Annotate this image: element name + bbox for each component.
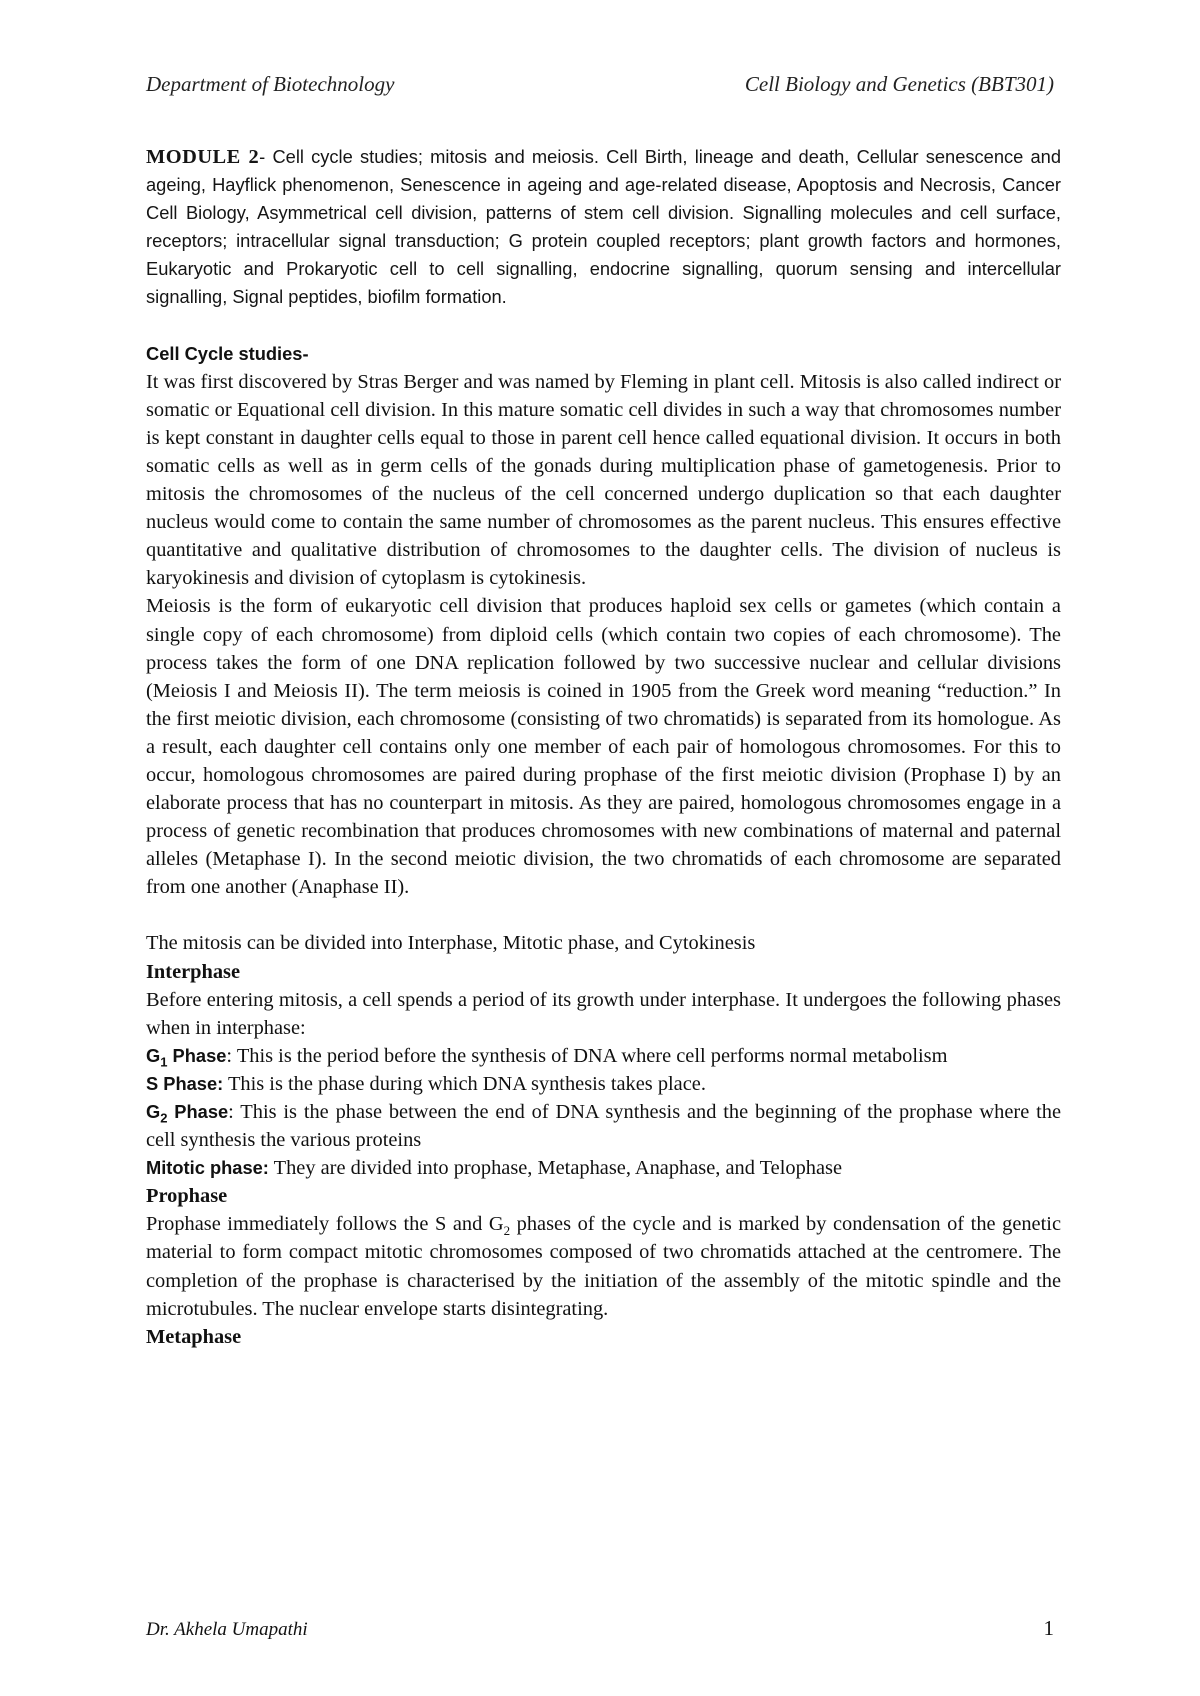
spacer <box>146 901 1061 929</box>
s-description: This is the phase during which DNA synthesis takes place. <box>223 1072 706 1095</box>
page-number: 1 <box>1043 1616 1054 1640</box>
g2-term <box>146 1101 229 1126</box>
header-course: Cell Biology and Genetics (BBT301) <box>744 72 1054 96</box>
mitosis-division-intro: The mitosis can be divided into Interphase, Mitotic phase, and Cytokinesis <box>146 932 756 955</box>
header-department: Department of Biotechnology <box>146 72 395 96</box>
g1-term-letter: G <box>146 1044 161 1066</box>
s-term: S Phase: <box>146 1072 224 1094</box>
prophase-paragraph <box>146 1210 1061 1322</box>
g1-term-subscript: 1 <box>160 1054 168 1070</box>
module-summary <box>146 143 1061 312</box>
g2-term-letter: G <box>146 1101 161 1122</box>
mitotic-term: Mitotic phase: <box>146 1157 269 1179</box>
module-topics: - Cell cycle studies; mitosis and meiosis. Cell Birth, lineage and death, Cellular senescence and ageing, Hayflick phenomenon, Senescence in ageing and age-related disease, Apoptosis and Necrosis, Cancer Cell Biology, Asymmetrical cell division, patterns of stem cell division. Signalling molecules and cell surface, receptors; intracellular signal transduction; G protein coupled receptors; plant growth factors and hormones, Eukaryotic and Prokaryotic cell to cell signalling, endocrine signalling, quorum sensing and intercellular signalling, Signal peptides, biofilm formation. <box>146 146 1061 308</box>
cell-cycle-heading: Cell Cycle studies- <box>146 342 309 364</box>
mitotic-phase-paragraph <box>146 1154 1061 1182</box>
spacer <box>146 312 1061 340</box>
prophase-text-start: Prophase immediately follows the S and G <box>146 1213 504 1236</box>
prophase-subscript: 2 <box>503 1223 511 1239</box>
g1-term <box>146 1044 227 1070</box>
page-header <box>146 72 1054 97</box>
interphase-heading: Interphase <box>146 960 241 983</box>
g2-term-suffix: Phase <box>167 1101 229 1122</box>
g1-description: : This is the period before the synthesis of DNA where cell performs normal metabolism <box>226 1044 948 1067</box>
document-body <box>146 143 1061 1351</box>
module-label: MODULE 2 <box>146 146 260 168</box>
page-footer <box>146 1616 1054 1641</box>
meiosis-paragraph: Meiosis is the form of eukaryotic cell division that produces haploid sex cells or gametes (which contain a single copy of each chromosome) from diploid cells (which contain two copies of each chromosome). The process takes the form of one DNA replication followed by two successive nuclear and cellular divisions (Meiosis I and Meiosis II). The term meiosis is coined in 1905 from the Greek word meaning “reduction.” In the first meiotic division, each chromosome (consisting of two chromatids) is separated from its homologue. As a result, each daughter cell contains only one member of each pair of homologous chromosomes. For this to occur, homologous chromosomes are paired during prophase of the first meiotic division (Prophase I) by an elaborate process that has no counterpart in mitosis. As they are paired, homologous chromosomes engage in a process of genetic recombination that produces chromosomes with new combinations of maternal and paternal alleles (Metaphase I). In the second meiotic division, the two chromatids of each chromosome are separated from one another (Anaphase II). <box>146 595 1061 899</box>
g2-phase-paragraph <box>146 1098 1061 1154</box>
mitotic-description: They are divided into prophase, Metaphase, Anaphase, and Telophase <box>268 1157 843 1180</box>
prophase-heading: Prophase <box>146 1185 228 1208</box>
g2-term-subscript: 2 <box>160 1110 168 1126</box>
g1-phase-paragraph <box>146 1042 1061 1070</box>
metaphase-heading: Metaphase <box>146 1325 242 1348</box>
s-phase-paragraph <box>146 1070 1061 1098</box>
interphase-paragraph: Before entering mitosis, a cell spends a period of its growth under interphase. It undergoes the following phases when in interphase: <box>146 988 1061 1039</box>
footer-author: Dr. Akhela Umapathi <box>146 1619 308 1640</box>
mitosis-paragraph: It was first discovered by Stras Berger and was named by Fleming in plant cell. Mitosis is also called indirect or somatic or Equational cell division. In this mature somatic cell divides in such a way that chromosomes number is kept constant in daughter cells equal to those in parent cell hence called equational division. It occurs in both somatic cells as well as in germ cells of the gonads during multiplication phase of gametogenesis. Prior to mitosis the chromosomes of the nucleus of the cell concerned undergo duplication so that each daughter nucleus would come to contain the same number of chromosomes as the parent nucleus. This ensures effective quantitative and qualitative distribution of chromosomes to the daughter cells. The division of nucleus is karyokinesis and division of cytoplasm is cytokinesis. <box>146 370 1061 590</box>
g1-term-suffix: Phase <box>167 1044 227 1066</box>
prophase-text-end: phases of the cycle and is marked by condensation of the genetic material to form compact mitotic chromosomes composed of two chromatids attached at the centromere. The completion of the prophase is characterised by the initiation of the assembly of the mitotic spindle and the microtubules. The nuclear envelope starts disintegrating. <box>146 1213 1061 1320</box>
g2-description: : This is the phase between the end of DNA synthesis and the beginning of the prophase where the cell synthesis the various proteins <box>146 1101 1061 1152</box>
